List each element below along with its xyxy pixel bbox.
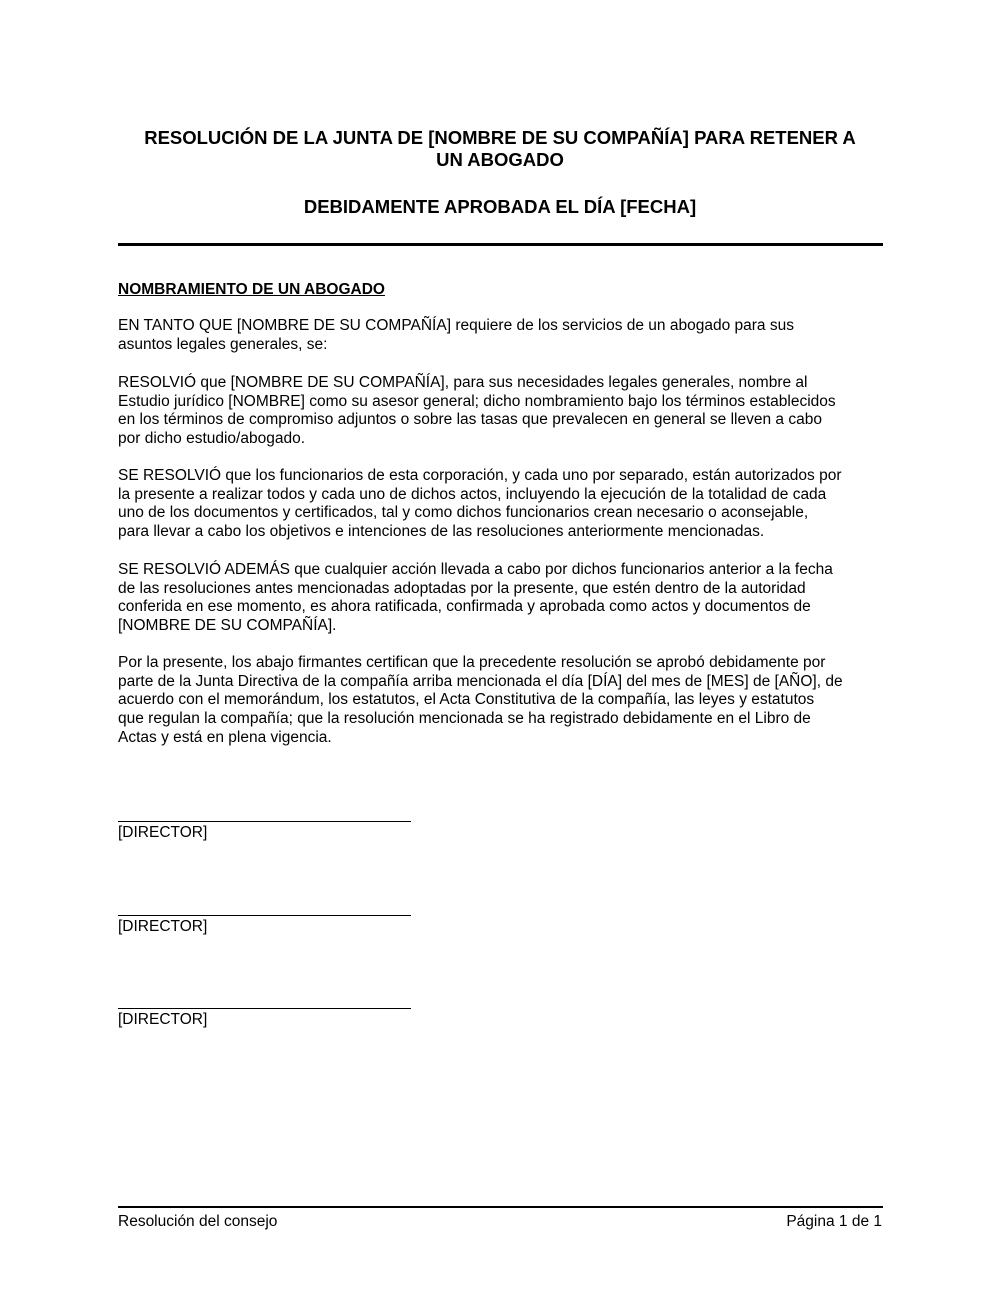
paragraph-line: por dicho estudio/abogado. xyxy=(118,430,306,448)
footer-page-number: Página 1 de 1 xyxy=(786,1213,882,1230)
signature-label: [DIRECTOR] xyxy=(118,918,208,935)
paragraph-line: Actas y está en plena vigencia. xyxy=(118,728,332,746)
paragraph-line: la presente a realizar todos y cada uno de dichos actos, incluyendo la ejecución de la totalidad de cada xyxy=(118,485,827,503)
body-paragraph xyxy=(118,654,888,748)
paragraph-line: de las resoluciones antes mencionadas adoptadas por la presente, que estén dentro de la autoridad xyxy=(118,579,806,597)
signature-line xyxy=(118,1008,411,1009)
section-heading: NOMBRAMIENTO DE UN ABOGADO xyxy=(118,281,385,298)
paragraph-line: EN TANTO QUE [NOMBRE DE SU COMPAÑÍA] requiere de los servicios de un abogado para sus xyxy=(118,317,794,334)
title-line: RESOLUCIÓN DE LA JUNTA DE [NOMBRE DE SU COMPAÑÍA] PARA RETENER A xyxy=(144,127,856,148)
paragraph-line: uno de los documentos y certificados, tal y como dichos funcionarios crean necesario o aconsejable, xyxy=(118,504,809,522)
body-paragraph xyxy=(118,317,888,354)
paragraph-line: parte de la Junta Directiva de la compañía arriba mencionada el día [DÍA] del mes de [MES] de [AÑO], de xyxy=(118,672,843,690)
title-line: UN ABOGADO xyxy=(436,149,564,170)
signature-line xyxy=(118,915,411,916)
signature-line xyxy=(118,821,411,822)
body-paragraph xyxy=(118,561,888,636)
paragraph-line: RESOLVIÓ que [NOMBRE DE SU COMPAÑÍA], para sus necesidades legales generales, nombre al xyxy=(118,374,808,391)
document-title xyxy=(100,127,900,171)
paragraph-line: Estudio jurídico [NOMBRE] como su asesor general; dicho nombramiento bajo los términos establecidos xyxy=(118,392,836,410)
paragraph-line: que regulan la compañía; que la resolución mencionada se ha registrado debidamente en el Libro de xyxy=(118,710,811,728)
paragraph-line: Por la presente, los abajo firmantes certifican que la precedente resolución se aprobó debidamente por xyxy=(118,654,826,671)
document-subtitle: DEBIDAMENTE APROBADA EL DÍA [FECHA] xyxy=(303,196,697,217)
signature-label: [DIRECTOR] xyxy=(118,824,208,841)
paragraph-line: SE RESOLVIÓ que los funcionarios de esta corporación, y cada uno por separado, están autorizados por xyxy=(118,467,842,484)
paragraph-line: asuntos legales generales, se: xyxy=(118,335,328,353)
footer-divider xyxy=(118,1206,883,1208)
paragraph-line: conferida en ese momento, es ahora ratificada, confirmada y aprobada como actos y documentos de xyxy=(118,598,811,616)
paragraph-line: para llevar a cabo los objetivos e intenciones de las resoluciones anteriormente mencionadas. xyxy=(118,523,765,541)
body-paragraph xyxy=(118,374,888,449)
header-divider xyxy=(118,243,883,246)
paragraph-line: acuerdo con el memorándum, los estatutos, el Acta Constitutiva de la compañía, las leyes y estatutos xyxy=(118,691,815,709)
paragraph-line: en los términos de compromiso adjuntos o sobre las tasas que prevalecen en general se lleven a cabo xyxy=(118,411,822,429)
body-paragraph xyxy=(118,467,888,542)
footer-left: Resolución del consejo xyxy=(118,1213,278,1230)
paragraph-line: [NOMBRE DE SU COMPAÑÍA]. xyxy=(118,617,337,635)
signature-label: [DIRECTOR] xyxy=(118,1011,208,1028)
paragraph-line: SE RESOLVIÓ ADEMÁS que cualquier acción llevada a cabo por dichos funcionarios anterior a la fecha xyxy=(118,561,833,578)
